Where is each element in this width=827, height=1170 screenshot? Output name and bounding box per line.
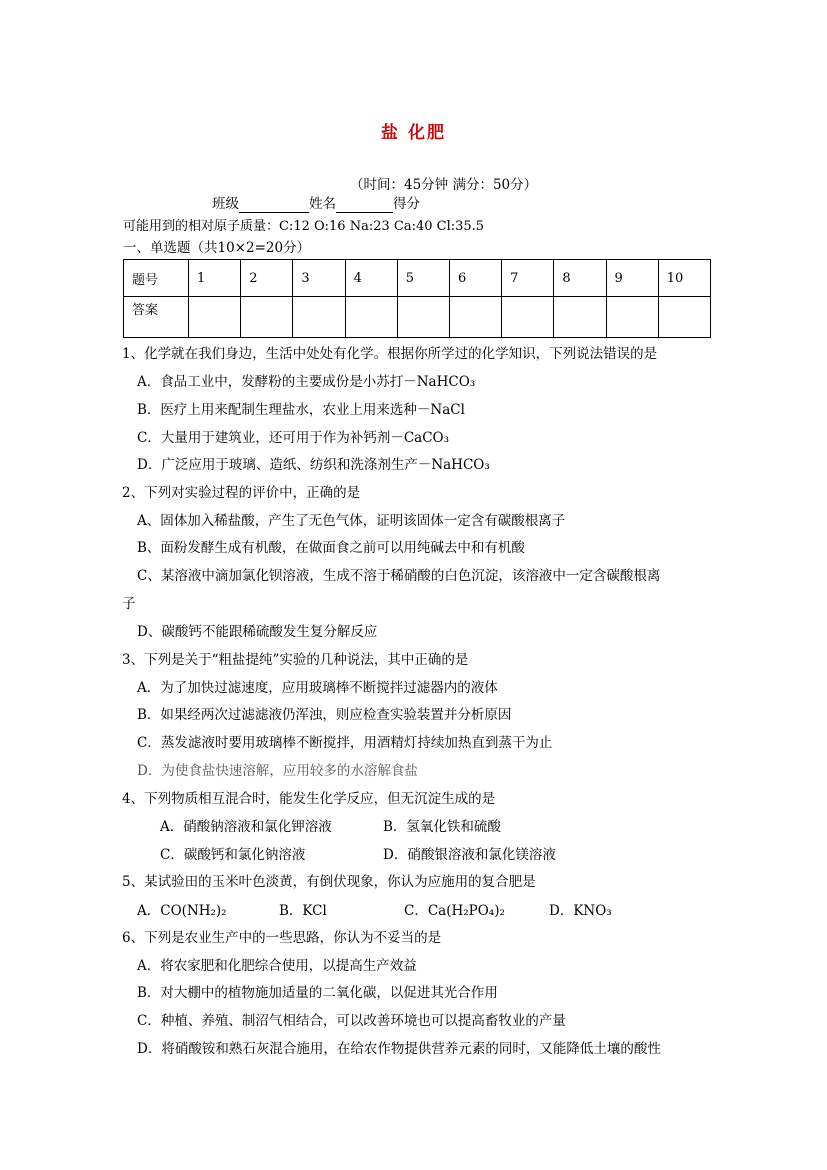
question-3-option-c: C．蒸发滤液时要用玻璃棒不断搅拌，用酒精灯持续加热直到蒸干为止 <box>137 735 553 751</box>
question-6-stem: 6、下列是农业生产中的一些思路，你认为不妥当的是 <box>122 930 442 946</box>
score-label: 得分 <box>393 196 420 212</box>
question-5-option-d: D．KNO₃ <box>549 903 612 919</box>
question-4-option-b: B．氢氧化铁和硫酸 <box>383 819 501 835</box>
question-6-option-b: B．对大棚中的植物施加适量的二氧化碳，以促进其光合作用 <box>137 985 498 1001</box>
question-2-option-c-continued: 子 <box>122 596 136 612</box>
answer-table <box>123 259 711 338</box>
question-number: 10 <box>658 260 710 297</box>
question-4-option-d: D．硝酸银溶液和氯化镁溶液 <box>383 847 556 863</box>
question-5-option-c: C．Ca(H₂PO₄)₂ <box>404 903 505 919</box>
answer-cell[interactable] <box>658 297 710 338</box>
question-2-option-c: C、某溶液中滴加氯化钡溶液，生成不溶于稀硝酸的白色沉淀，该溶液中一定含碳酸根离 <box>137 568 661 584</box>
question-3-option-d: D．为使食盐快速溶解，应用较多的水溶解食盐 <box>137 763 418 779</box>
name-blank[interactable] <box>336 198 393 213</box>
answer-table-header-row <box>124 260 711 297</box>
question-number: 1 <box>189 260 241 297</box>
answer-cell[interactable] <box>189 297 241 338</box>
question-6-option-c: C．种植、养殖、制沼气相结合，可以改善环境也可以提高畜牧业的产量 <box>137 1013 566 1029</box>
question-1-option-c: C．大量用于建筑业，还可用于作为补钙剂－CaCO₃ <box>137 430 450 446</box>
question-3-stem: 3、下列是关于“粗盐提纯”实验的几种说法，其中正确的是 <box>122 652 469 668</box>
question-2-option-d: D、碳酸钙不能跟稀硫酸发生复分解反应 <box>137 624 378 640</box>
question-4-option-a: A．硝酸钠溶液和氯化钾溶液 <box>160 819 332 835</box>
question-number-label: 题号 <box>124 260 189 297</box>
question-number: 5 <box>397 260 449 297</box>
question-number: 8 <box>554 260 606 297</box>
question-4-option-c: C．碳酸钙和氯化钠溶液 <box>160 847 306 863</box>
answer-cell[interactable] <box>345 297 397 338</box>
time-score-info: （时间：45分钟 满分：50分） <box>350 177 538 193</box>
question-2-stem: 2、下列对实验过程的评价中，正确的是 <box>122 485 361 501</box>
question-5-option-b: B．KCl <box>279 903 327 919</box>
question-6-option-d: D．将硝酸铵和熟石灰混合施用，在给农作物提供营养元素的同时，又能降低土壤的酸性 <box>137 1041 661 1057</box>
answer-cell[interactable] <box>606 297 658 338</box>
answer-table-answer-row <box>124 297 711 338</box>
question-1-stem: 1、化学就在我们身边，生活中处处有化学。根据你所学过的化学知识，下列说法错误的是 <box>122 346 658 362</box>
answer-cell[interactable] <box>241 297 293 338</box>
student-info-line <box>212 195 420 213</box>
question-number: 4 <box>345 260 397 297</box>
answer-cell[interactable] <box>449 297 501 338</box>
question-number: 3 <box>293 260 345 297</box>
section-title: 一、单选题（共10×2=20分） <box>123 240 311 256</box>
question-1-option-b: B．医疗上用来配制生理盐水，农业上用来选种－NaCl <box>137 402 465 418</box>
question-3-option-b: B．如果经两次过滤滤液仍浑浊，则应检查实验装置并分析原因 <box>137 707 512 723</box>
answer-cell[interactable] <box>397 297 449 338</box>
question-number: 9 <box>606 260 658 297</box>
answer-cell[interactable] <box>502 297 554 338</box>
question-3-option-a: A．为了加快过滤速度，应用玻璃棒不断搅拌过滤器内的液体 <box>137 680 498 696</box>
question-number: 7 <box>502 260 554 297</box>
question-number: 2 <box>241 260 293 297</box>
question-5-stem: 5、某试验田的玉米叶色淡黄，有倒伏现象，你认为应施用的复合肥是 <box>122 874 536 890</box>
atomic-masses: 可能用到的相对原子质量：C:12 O:16 Na:23 Ca:40 Cl:35.5 <box>123 219 485 234</box>
question-2-option-b: B、面粉发酵生成有机酸，在做面食之前可以用纯碱去中和有机酸 <box>137 540 525 556</box>
class-blank[interactable] <box>239 198 309 213</box>
answer-cell[interactable] <box>554 297 606 338</box>
answer-cell[interactable] <box>293 297 345 338</box>
question-1-option-a: A．食品工业中，发酵粉的主要成份是小苏打－NaHCO₃ <box>137 374 476 390</box>
question-1-option-d: D．广泛应用于玻璃、造纸、纺织和洗涤剂生产－NaHCO₃ <box>137 457 490 473</box>
question-number: 6 <box>449 260 501 297</box>
question-6-option-a: A．将农家肥和化肥综合使用，以提高生产效益 <box>137 958 417 974</box>
question-5-option-a: A．CO(NH₂)₂ <box>137 903 227 919</box>
page-title: 盐 化肥 <box>381 123 446 143</box>
question-4-stem: 4、下列物质相互混合时，能发生化学反应，但无沉淀生成的是 <box>122 791 496 807</box>
name-label: 姓名 <box>309 196 336 212</box>
answer-label: 答案 <box>124 297 189 338</box>
class-label: 班级 <box>212 196 239 212</box>
question-2-option-a: A、固体加入稀盐酸，产生了无色气体，证明该固体一定含有碳酸根离子 <box>137 513 566 529</box>
